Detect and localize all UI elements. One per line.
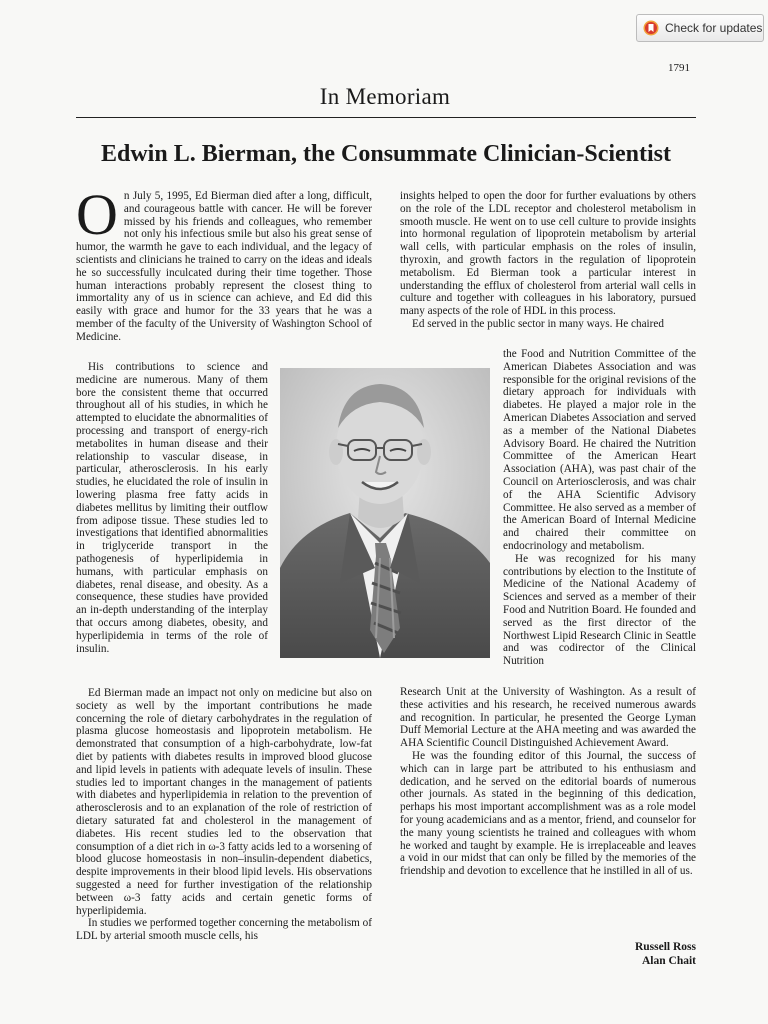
paragraph-intro: [76, 182, 372, 344]
right-column-beside-photo: [503, 348, 696, 668]
portrait-photo: [280, 368, 490, 658]
author-name: Russell Ross: [634, 941, 696, 953]
paragraph-diet: Ed Bierman made an impact not only on medicine but also on society as well by the important contributions he made concerning the role of dietary carbohydrates in the regulation of plasma glucose homeostasis and lipoprotein metabolism. He demonstrated that consumption of a high-carbohydrate, low-fat diet by patients with diabetes results in improved blood glucose and lipid levels in patients with adequate levels of insulin. These studies led to important changes in the management of patients with diabetes and hyperlipidemia in relation to the prevention of atherosclerosis and to an explanation of the role of restriction of dietary saturated fat and cholesterol in the management of diabetes. His recent studies led to the observation that consumption of a diet rich in ω-3 fatty acids led to a worsening of blood glucose homeostasis in non–insulin-dependent diabetics, despite improvements in their blood lipid levels. His observations suggested a need for further investigation of the relationship between ω-3 fatty acids and certain genetic forms of hyperlipidemia.: [76, 687, 372, 917]
paragraph-awards: Research Unit at the University of Washington. As a result of these activities and his research, he received numerous awards and recognition. In particular, he presented the George Lyman Duff Memorial Lecture at the AHA meeting and was awarded the AHA Scientific Council Distinguished Achievement Award.: [400, 686, 696, 750]
left-column-bottom: [76, 687, 372, 943]
left-column-beside-photo: [76, 361, 268, 655]
bookmark-refresh-icon: [643, 20, 659, 36]
paragraph-intro-text: n July 5, 1995, Ed Bierman died after a long, difficult, and courageous battle with cancer. He will be forever missed by his friends and colleagues, who remember not only his infectious smile but also his great sense of humor, the warmth he gave to each individual, and the legacy of scientists and clinicians he trained to carry on the ideas and ideals he so successfully inculcated during their time together. Those human interactions probably represent the closest thing to immortality any of us in science can achieve, and Ed did this easily with grace and humor for the 33 years that he was a member of the faculty of the University of Washington School of Medicine.: [76, 190, 372, 343]
paragraph-recognition: He was recognized for his many contributions by election to the Institute of Medicine of the National Academy of Sciences and served as a member of their Food and Nutrition Board. He founded and served as the first director of the Northwest Lipid Research Clinic in Seattle and was codirector of the Clinical Nutrition: [503, 552, 696, 668]
right-column-bottom: [400, 686, 696, 878]
paragraph-editor: He was the founding editor of this Journal, the success of which can in large part be attributed to his enthusiasm and dedication, and he served on the editorial boards of numerous other journals. As stated in the beginning of this dedication, perhaps his most important accomplishment was as a role model for young academicians and as a mentor, friend, and counselor for the many young scientists he trained and colleagues with whom he worked and taught by example. He is irreplaceable and leaves a void in our midst that can only be filled by the memories of the friendship and devotion to excellence that he instilled in all of us.: [400, 749, 696, 878]
paragraph-contributions: His contributions to science and medicine are numerous. Many of them bore the consistent theme that occurred throughout all of his studies, in which he attempted to elucidate the abnormalities of processing and transport of energy-rich metabolites in human disease and their relationship to vascular disease, in particular, atherosclerosis. In his early studies, he elucidated the role of insulin in lowering plasma free fatty acids in diabetes mellitus by limiting their outflow from adipose tissue. These studies led to investigations that identified abnormalities in triglyceride transport in the pathogenesis of hyperlipidemia in humans, with particular emphasis on diabetes, renal disease, and obesity. As a consequence, these studies have provided an in-depth understanding of the interplay that occurs among diabetes, obesity, and hyperlipidemia in terms of the role of insulin.: [76, 361, 268, 655]
paragraph-public-sector-lead: Ed served in the public sector in many ways. He chaired: [412, 317, 664, 330]
page-number: 1791: [668, 62, 690, 74]
drop-cap: O: [76, 182, 118, 247]
author-name: Alan Chait: [642, 955, 696, 967]
section-heading: In Memoriam: [319, 84, 451, 109]
paragraph-public-sector: the Food and Nutrition Committee of the American Diabetes Association and was responsible for the original revisions of the dietary approach for individuals with diabetes. He played a major role in the American Diabetes Association and served as a member of the National Diabetes Advisory Board. He chaired the Nutrition Committee of the American Heart Association (AHA), was past chair of the Council on Arteriosclerosis, and was chair of the AHA Scientific Advisory Committee. He also served as a member of the American Board of Internal Medicine and chaired their committee on endocrinology and metabolism.: [503, 348, 696, 552]
author-signature: [560, 940, 696, 968]
header-rule: [76, 117, 696, 118]
paragraph-ldl-studies: In studies we performed together concerning the metabolism of LDL by arterial smooth muscle cells, his: [76, 917, 372, 943]
check-for-updates-button[interactable]: [636, 14, 764, 42]
article-title: Edwin L. Bierman, the Consummate Clinician-Scientist: [100, 141, 672, 167]
paragraph-insights: insights helped to open the door for further evaluations by others on the role of the LDL receptor and cholesterol metabolism in smooth muscle. He went on to use cell culture to provide insights into hormonal regulation of lipoprotein metabolism by arterial wall cells, with particular emphasis on the roles of insulin, thyroxin, and growth factors in the regulation of lipoprotein metabolism. Ed Bierman took a particular interest in understanding the efflux of cholesterol from arterial wall cells in culture and together with colleagues in his laboratory, pursued many aspects of the role of HDL in this process.: [400, 190, 696, 318]
check-for-updates-label: Check for updates: [665, 21, 763, 35]
right-column-top: [400, 190, 696, 331]
left-column-top: [76, 182, 372, 344]
